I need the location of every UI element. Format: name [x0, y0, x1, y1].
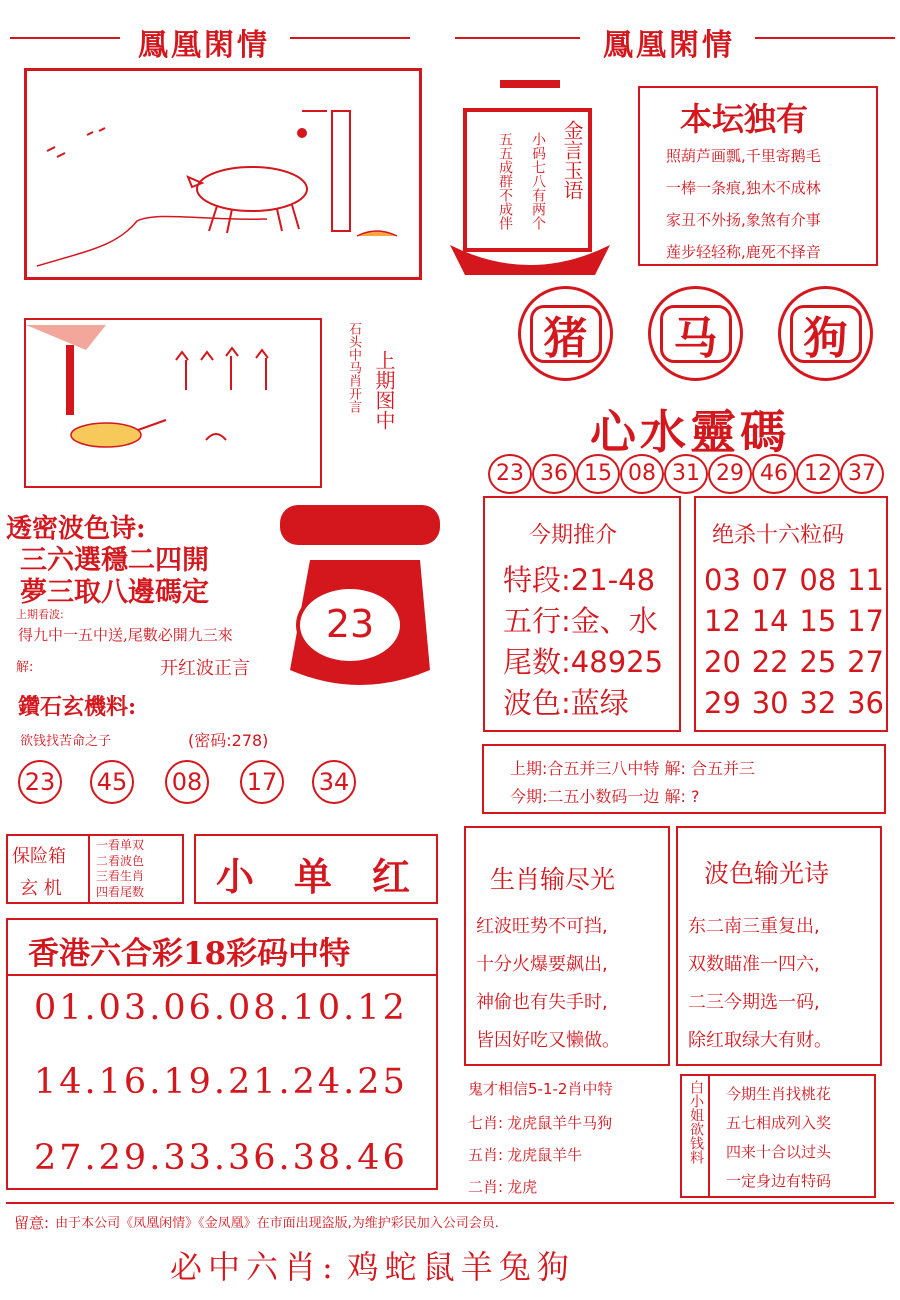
safebox-hint: 四看尾数 — [96, 884, 145, 899]
miss-bai-line: 一定身边有特码 — [726, 1172, 832, 1190]
notice-label: 留意: — [14, 1214, 50, 1232]
notice — [14, 1212, 499, 1233]
must-code-number: 31 — [664, 454, 708, 494]
recommend-label: 尾数 — [503, 645, 562, 679]
must-code-number: 23 — [488, 454, 532, 494]
safebox — [6, 834, 184, 904]
recommend-value: 48925 — [570, 645, 664, 679]
recommend-box — [483, 496, 681, 732]
miss-bai-line: 五七相成列入奖 — [726, 1114, 832, 1132]
must-code-number: 36 — [532, 454, 576, 494]
recommend-label: 特段 — [503, 563, 562, 597]
recommend-label: 波色 — [503, 686, 562, 720]
zodiac-poem-line: 十分火爆要飙出, — [476, 954, 608, 975]
treasure-chest — [270, 500, 450, 700]
color-poem-line: 除红取绿大有财。 — [688, 1030, 832, 1051]
kill16-title: 绝杀十六粒码 — [712, 523, 845, 548]
color-poem-line: 东二南三重复出, — [688, 916, 820, 937]
safebox-result-3: 红 — [372, 854, 411, 899]
genius-row: 七肖: 龙虎鼠羊牛马狗 — [468, 1114, 613, 1132]
zodiac-horse: 马 — [660, 305, 732, 363]
kill16-box — [694, 496, 888, 732]
ship-col1: 金言玉语 — [560, 120, 584, 200]
safebox-result — [194, 834, 438, 904]
diamond-number: 45 — [90, 760, 134, 804]
genius-title: 鬼才相信5-1-2肖中特 — [468, 1080, 613, 1098]
bird-illustration — [26, 320, 320, 486]
wave-poem-last-line: 得九中一五中送,尾數必開九三來 — [18, 626, 233, 644]
diamond-number: 23 — [18, 760, 62, 804]
recommend-value: 21-48 — [570, 563, 656, 597]
diamond-password: (密码:278) — [188, 731, 269, 750]
color-poem-box — [676, 826, 882, 1066]
zodiac-poem-box — [464, 826, 670, 1066]
kill16-row: 20 22 25 27 — [704, 645, 884, 679]
recommend-title: 今期推介 — [529, 523, 618, 548]
hk18-row: 14.16.19.21.24.25 — [34, 1062, 408, 1102]
must-code-numbers — [488, 454, 898, 494]
recommend-row: 尾数 : 48925 — [503, 642, 663, 683]
diamond-number: 17 — [240, 760, 284, 804]
last-picture-caption: 石头中马肖开言 — [346, 322, 361, 413]
period-last: 上期:合五并三八中特 解: 合五并三 — [510, 759, 755, 778]
wave-poem-last-label: 上期看波: — [16, 608, 64, 621]
miss-bai-line: 四来十合以过头 — [726, 1143, 832, 1161]
last-picture-label: 上期图中 — [372, 350, 396, 430]
zodiac-poem-title: 生肖输尽光 — [490, 865, 616, 894]
bird-picture — [24, 318, 322, 488]
header-right-title: 鳳凰閑情 — [603, 28, 735, 63]
pig-picture — [24, 68, 422, 280]
miss-bai-box — [680, 1074, 876, 1198]
wave-poem-line1: 三六選穩二四開 — [20, 545, 209, 576]
wave-poem-title: 透密波色诗: — [6, 514, 146, 544]
period-current: 今期:二五小数码一边 解: ? — [510, 787, 700, 806]
exclusive-title: 本坛独有 — [680, 100, 809, 138]
must-code-number: 12 — [796, 454, 840, 494]
zodiac-poem-line: 红波旺势不可挡, — [476, 916, 608, 937]
safebox-result-1: 小 — [216, 854, 255, 899]
ship-col3: 五五成群不成伴 — [497, 132, 513, 230]
zodiac-pig: 猪 — [530, 305, 602, 363]
zodiac-dog: 狗 — [790, 305, 862, 363]
exclusive-box — [638, 86, 878, 266]
diamond-number: 34 — [312, 760, 356, 804]
wave-poem-line2: 夢三取八邊碼定 — [20, 577, 209, 608]
recommend-row: 五行 : 金、水 — [503, 601, 663, 642]
kill16-row: 29 30 32 36 — [704, 686, 884, 720]
chest-number: 23 — [325, 602, 375, 646]
hk18-box — [6, 918, 438, 1190]
recommend-label: 五行 — [503, 604, 562, 638]
wave-poem-solve-text: 开红波正言 — [160, 658, 250, 679]
notice-text: 由于本公司《凤凰闲情》《金凤凰》在市面出现盗版,为维护彩民加入公司会员. — [55, 1216, 499, 1231]
color-poem-line: 双数瞄准一四六, — [688, 954, 820, 975]
exclusive-line: 一棒一条痕,独木不成林 — [666, 179, 821, 197]
ship-col2: 小码七八有两个 — [530, 132, 546, 230]
miss-bai-line: 今期生肖找桃花 — [726, 1085, 832, 1103]
must-code-number: 46 — [752, 454, 796, 494]
must-six — [170, 1242, 575, 1288]
must-code-number: 29 — [708, 454, 752, 494]
must-code-number: 08 — [620, 454, 664, 494]
kill16-row: 12 14 15 17 — [704, 604, 884, 638]
kill16-row: 03 07 08 11 — [704, 563, 884, 597]
ship-graphic — [440, 70, 620, 280]
zodiac-circle — [778, 286, 873, 381]
exclusive-line: 照葫芦画瓢,千里寄鹅毛 — [666, 147, 821, 165]
color-poem-line: 二三今期选一码, — [688, 992, 820, 1013]
zodiac-poem-line: 神偷也有失手时, — [476, 992, 608, 1013]
must-six-value: 鸡蛇鼠羊兔狗 — [346, 1248, 575, 1286]
hk18-row: 27.29.33.36.38.46 — [34, 1138, 408, 1178]
pig-illustration — [27, 71, 419, 277]
recommend-value: 金、水 — [570, 604, 658, 638]
recommend-row: 波色 : 蓝绿 — [503, 683, 663, 724]
safebox-label2: 玄 机 — [20, 878, 62, 899]
must-six-label: 必中六肖: — [170, 1248, 339, 1286]
zodiac-circle — [648, 286, 743, 381]
zodiac-circle — [518, 286, 613, 381]
safebox-hint: 一看单双 — [96, 838, 145, 852]
header-left — [10, 18, 430, 63]
recommend-value: 蓝绿 — [570, 686, 629, 720]
hk18-row: 01.03.06.08.10.12 — [34, 988, 408, 1028]
recommend-row: 特段 : 21-48 — [503, 560, 663, 601]
must-code-number: 15 — [576, 454, 620, 494]
wave-poem-solve-label: 解: — [16, 660, 34, 675]
safebox-hint: 三看生肖 — [96, 869, 145, 883]
must-code-number: 37 — [840, 454, 884, 494]
safebox-result-2: 单 — [294, 854, 333, 899]
header-right — [455, 18, 875, 63]
diamond-title: 鑽石玄機料: — [18, 694, 137, 720]
diamond-number: 08 — [165, 760, 209, 804]
genius-row: 二肖: 龙虎 — [468, 1178, 538, 1196]
header-left-title: 鳳凰閑情 — [138, 28, 270, 63]
exclusive-line: 莲步轻轻称,鹿死不择音 — [666, 243, 821, 261]
period-box — [482, 744, 886, 814]
color-poem-title: 波色输光诗 — [704, 859, 830, 888]
zodiac-poem-line: 皆因好吃又懒做。 — [476, 1030, 620, 1051]
miss-bai-side: 白小姐欲钱料 — [688, 1080, 704, 1164]
hk18-title: 香港六合彩18彩码中特 — [28, 936, 351, 972]
safebox-hint: 二看波色 — [96, 853, 145, 868]
diamond-sub: 欲钱找苦命之子 — [20, 734, 112, 749]
exclusive-line: 家丑不外扬,象煞有介事 — [666, 211, 821, 229]
genius-row: 五肖: 龙虎鼠羊牛 — [468, 1146, 583, 1164]
must-code-title: 心水靈碼 — [590, 405, 790, 459]
safebox-label1: 保险箱 — [12, 846, 66, 867]
